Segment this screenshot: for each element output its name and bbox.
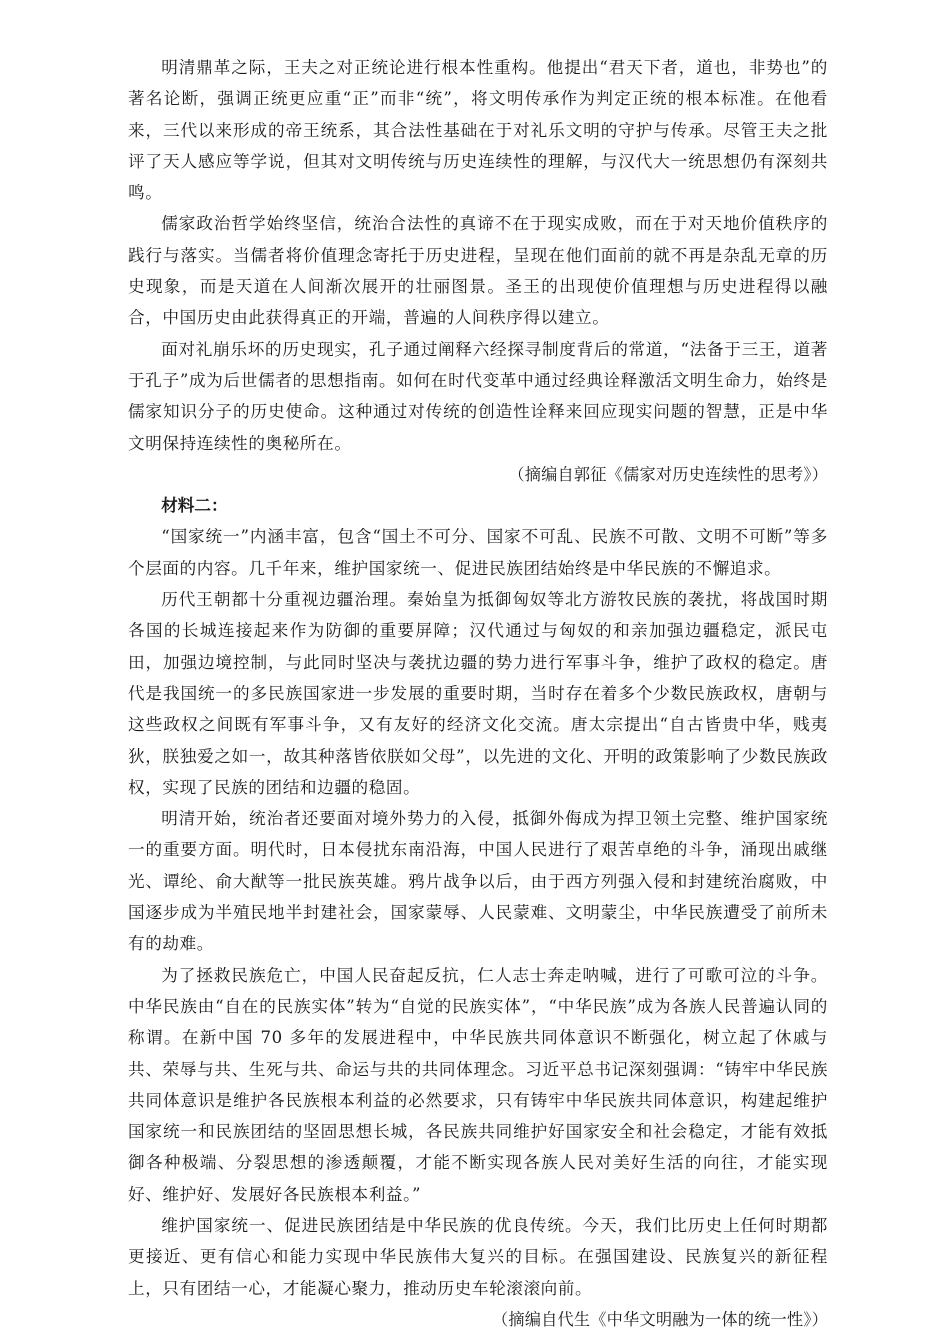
material-two-paragraph-4: 为了拯救民族危亡，中国人民奋起反抗，仁人志士奔走呐喊，进行了可歌可泣的斗争。中华民族由“自在的民族实体”转为“自觉的民族实体”，“中华民族”成为各族人民普遍认同的称谓。在新中国 70 多年的发展进程中，中华民族共同体意识不断强化，树立起了休戚与共、荣辱与共、生死与共、命运与共的共同体理念。习近平总书记深刻强调：“铸牢中华民族共同体意识是维护各民族根本利益的必然要求，只有铸牢中华民族共同体意识，构建起维护国家统一和民族团结的坚固思想长城，各民族共同维护好国家安全和社会稳定，才能有效抵御各种极端、分裂思想的渗透颠覆，才能不断实现各族人民对美好生活的向往，才能实现好、维护好、发展好各民族根本利益。” <box>128 965 828 1204</box>
document-page <box>128 52 828 1335</box>
material-one-paragraph-1: 明清鼎革之际，王夫之对正统论进行根本性重构。他提出“君天下者，道也，非势也”的著名论断，强调正统更应重“正”而非“统”，将文明传承作为判定正统的根本标准。在他看来，三代以来形成的帝王统系，其合法性基础在于对礼乐文明的守护与传承。尽管王夫之批评了天人感应等学说，但其对文明传统与历史连续性的理解，与汉代大一统思想仍有深刻共鸣。 <box>128 58 828 203</box>
material-two-heading: 材料二： <box>161 496 228 516</box>
material-two-source: （摘编自代生《中华文明融为一体的统一性》） <box>491 1309 828 1329</box>
material-one-paragraph-2: 儒家政治哲学始终坚信，统治合法性的真谛不在于现实成败，而在于对天地价值秩序的践行与落实。当儒者将价值理念寄托于历史进程，呈现在他们面前的就不再是杂乱无章的历史现象，而是天道在人间渐次展开的壮丽图景。圣王的出现使价值理想与历史进程得以融合，中国历史由此获得真正的开端，普遍的人间秩序得以建立。 <box>128 214 828 328</box>
material-one-source: （摘编自郭征《儒家对历史连续性的思考》） <box>508 464 828 484</box>
material-two-paragraph-2: 历代王朝都十分重视边疆治理。秦始皇为抵御匈奴等北方游牧民族的袭扰，将战国时期各国的长城连接起来作为防御的重要屏障；汉代通过与匈奴的和亲加强边疆稳定，派民屯田，加强边境控制，与此同时坚决与袭扰边疆的势力进行军事斗争，维护了政权的稳定。唐代是我国统一的多民族国家进一步发展的重要时期，当时存在着多个少数民族政权，唐朝与这些政权之间既有军事斗争，又有友好的经济文化交流。唐太宗提出“自古皆贵中华，贱夷狄，朕独爱之如一，故其种落皆依朕如父母”，以先进的文化、开明的政策影响了少数民族政权，实现了民族的团结和边疆的稳固。 <box>128 590 828 797</box>
material-two-paragraph-1: “国家统一”内涵丰富，包含“国土不可分、国家不可乱、民族不可散、文明不可断”等多个层面的内容。几千年来，维护国家统一、促进民族团结始终是中华民族的不懈追求。 <box>128 527 828 578</box>
material-two-paragraph-5: 维护国家统一、促进民族团结是中华民族的优良传统。今天，我们比历史上任何时期都更接近、更有信心和能力实现中华民族伟大复兴的目标。在强国建设、民族复兴的新征程上，只有团结一心，才能凝心聚力，推动历史车轮滚滚向前。 <box>128 1215 828 1298</box>
material-one-paragraph-3: 面对礼崩乐坏的历史现实，孔子通过阐释六经探寻制度背后的常道，“法备于三王，道著于孔子”成为后世儒者的思想指南。如何在时代变革中通过经典诠释激活文明生命力，始终是儒家知识分子的历史使命。这种通过对传统的创造性诠释来回应现实问题的智慧，正是中华文明保持连续性的奥秘所在。 <box>128 339 828 453</box>
material-two-paragraph-3: 明清开始，统治者还要面对境外势力的入侵，抵御外侮成为捍卫领土完整、维护国家统一的重要方面。明代时，日本侵扰东南沿海，中国人民进行了艰苦卓绝的斗争，涌现出戚继光、谭纶、俞大猷等一批民族英雄。鸦片战争以后，由于西方列强入侵和封建统治腐败，中国逐步成为半殖民地半封建社会，国家蒙辱、人民蒙难、文明蒙尘，中华民族遭受了前所未有的劫难。 <box>128 809 828 954</box>
